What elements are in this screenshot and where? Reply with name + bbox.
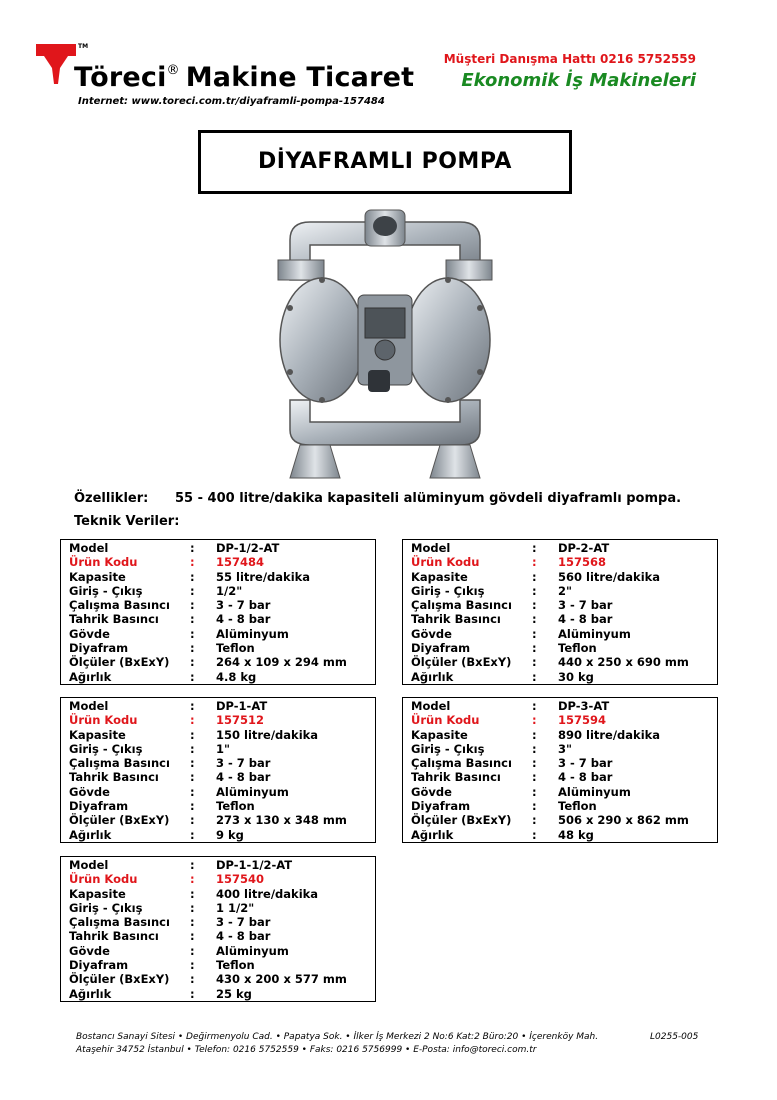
spec-table-dp-3-at <box>402 697 718 843</box>
spec-label: Gövde <box>69 784 110 799</box>
spec-separator: : <box>190 669 195 684</box>
spec-separator: : <box>532 827 537 842</box>
spec-value: Teflon <box>558 641 597 656</box>
spec-row <box>69 872 375 886</box>
spec-separator: : <box>190 986 195 1001</box>
spec-separator: : <box>532 583 537 598</box>
spec-separator: : <box>190 641 195 656</box>
spec-label: Ölçüler (BxExY) <box>69 972 170 987</box>
spec-separator: : <box>190 972 195 987</box>
spec-label: Gövde <box>411 784 452 799</box>
spec-table-dp-1-2-at <box>60 539 376 685</box>
spec-value: Teflon <box>558 799 597 814</box>
spec-value: Alüminyum <box>216 626 289 641</box>
spec-value: 157484 <box>216 555 265 570</box>
spec-row <box>69 972 375 986</box>
spec-label: Ölçüler (BxExY) <box>69 655 170 670</box>
spec-separator: : <box>190 799 195 814</box>
spec-value: 157568 <box>558 555 607 570</box>
document-code: L0255-005 <box>650 1032 699 1042</box>
spec-row <box>69 858 375 872</box>
spec-value: 4 - 8 bar <box>216 929 271 944</box>
spec-separator: : <box>532 541 537 555</box>
spec-row <box>411 555 717 569</box>
spec-separator: : <box>190 598 195 613</box>
spec-row <box>69 799 375 813</box>
spec-separator: : <box>532 655 537 670</box>
spec-separator: : <box>190 872 195 887</box>
spec-row <box>411 785 717 799</box>
spec-row <box>411 713 717 727</box>
spec-value: 1/2" <box>216 583 243 598</box>
spec-label: Gövde <box>411 626 452 641</box>
spec-value: DP-3-AT <box>558 699 610 713</box>
diaphragm-pump-image <box>270 200 500 485</box>
spec-row <box>411 655 717 669</box>
spec-separator: : <box>190 770 195 785</box>
spec-label: Giriş - Çıkış <box>69 900 143 915</box>
spec-value: 4.8 kg <box>216 669 257 684</box>
spec-label: Ağırlık <box>69 669 112 684</box>
spec-separator: : <box>532 727 537 742</box>
spec-value: 4 - 8 bar <box>558 770 613 785</box>
spec-value: 560 litre/dakika <box>558 569 661 584</box>
spec-label: Gövde <box>69 626 110 641</box>
spec-value: DP-1/2-AT <box>216 541 280 555</box>
spec-label: Çalışma Basıncı <box>69 915 170 930</box>
spec-label: Ürün Kodu <box>69 713 138 728</box>
spec-label: Ölçüler (BxExY) <box>411 813 512 828</box>
spec-label: Giriş - Çıkış <box>69 583 143 598</box>
spec-label: Ağırlık <box>411 669 454 684</box>
spec-value: 157540 <box>216 872 265 887</box>
spec-separator: : <box>532 555 537 570</box>
spec-row <box>411 670 717 684</box>
brand-name: Töreci® Makine Ticaret <box>74 62 415 93</box>
spec-separator: : <box>190 569 195 584</box>
spec-value: 1" <box>216 741 230 756</box>
spec-label: Diyafram <box>69 641 129 656</box>
spec-value: 55 litre/dakika <box>216 569 311 584</box>
spec-row <box>69 770 375 784</box>
spec-row <box>69 813 375 827</box>
spec-value: 48 kg <box>558 827 594 842</box>
spec-row <box>411 570 717 584</box>
spec-row <box>411 828 717 842</box>
spec-label: Tahrik Basıncı <box>69 770 159 785</box>
spec-row <box>411 541 717 555</box>
spec-separator: : <box>190 699 195 713</box>
spec-separator: : <box>532 641 537 656</box>
spec-value: 890 litre/dakika <box>558 727 661 742</box>
spec-separator: : <box>190 626 195 641</box>
spec-label: Tahrik Basıncı <box>69 929 159 944</box>
spec-value: 1 1/2" <box>216 900 255 915</box>
spec-label: Diyafram <box>69 958 129 973</box>
toreci-logo-icon <box>36 44 76 84</box>
spec-row <box>411 742 717 756</box>
features-label: Özellikler: <box>74 491 149 506</box>
spec-separator: : <box>190 741 195 756</box>
spec-label: Tahrik Basıncı <box>411 612 501 627</box>
spec-row <box>69 713 375 727</box>
spec-separator: : <box>190 655 195 670</box>
spec-label: Giriş - Çıkış <box>411 583 485 598</box>
spec-row <box>69 655 375 669</box>
spec-separator: : <box>190 713 195 728</box>
spec-separator: : <box>190 727 195 742</box>
spec-separator: : <box>532 598 537 613</box>
spec-row <box>411 699 717 713</box>
spec-row <box>69 699 375 713</box>
spec-label: Diyafram <box>411 641 471 656</box>
spec-separator: : <box>190 583 195 598</box>
spec-row <box>69 584 375 598</box>
spec-value: 3 - 7 bar <box>216 598 271 613</box>
registered-mark: ® <box>166 63 180 78</box>
spec-separator: : <box>532 756 537 771</box>
spec-row <box>69 641 375 655</box>
spec-value: 4 - 8 bar <box>558 612 613 627</box>
spec-label: Ürün Kodu <box>411 555 480 570</box>
spec-label: Diyafram <box>69 799 129 814</box>
spec-value: 264 x 109 x 294 mm <box>216 655 347 670</box>
spec-label: Çalışma Basıncı <box>69 598 170 613</box>
spec-label: Tahrik Basıncı <box>411 770 501 785</box>
spec-label: Ağırlık <box>411 827 454 842</box>
spec-value: Alüminyum <box>558 626 631 641</box>
spec-row <box>69 728 375 742</box>
spec-label: Kapasite <box>69 886 126 901</box>
spec-value: Teflon <box>216 799 255 814</box>
spec-separator: : <box>532 612 537 627</box>
spec-label: Kapasite <box>69 727 126 742</box>
spec-label: Kapasite <box>69 569 126 584</box>
spec-row <box>411 612 717 626</box>
spec-value: Alüminyum <box>558 784 631 799</box>
spec-row <box>411 584 717 598</box>
spec-row <box>69 670 375 684</box>
spec-label: Ürün Kodu <box>69 872 138 887</box>
customer-hotline: Müşteri Danışma Hattı 0216 5752559 <box>443 52 696 66</box>
spec-label: Model <box>69 699 109 713</box>
spec-row <box>69 915 375 929</box>
spec-row <box>69 570 375 584</box>
spec-row <box>411 728 717 742</box>
spec-value: 3" <box>558 741 572 756</box>
spec-row <box>69 887 375 901</box>
spec-label: Çalışma Basıncı <box>411 756 512 771</box>
spec-label: Giriş - Çıkış <box>69 741 143 756</box>
spec-separator: : <box>190 784 195 799</box>
spec-label: Model <box>69 858 109 872</box>
features-text: 55 - 400 litre/dakika kapasiteli alüminyum gövdeli diyaframlı pompa. <box>175 491 682 506</box>
title-box <box>198 130 572 194</box>
spec-row <box>69 612 375 626</box>
spec-row <box>411 756 717 770</box>
spec-separator: : <box>532 741 537 756</box>
website-url: Internet: www.toreci.com.tr/diyaframli-pompa-157484 <box>78 96 385 107</box>
footer-address: Bostancı Sanayi Sitesi • Değirmenyolu Cad. • Papatya Sok. • İlker İş Merkezi 2 No:6 Kat:2 Büro:20 • İçerenköy Mah. <box>76 1032 599 1042</box>
spec-row <box>69 756 375 770</box>
spec-label: Diyafram <box>411 799 471 814</box>
spec-row <box>411 598 717 612</box>
spec-row <box>411 627 717 641</box>
spec-value: DP-1-AT <box>216 699 268 713</box>
spec-row <box>69 785 375 799</box>
spec-value: 3 - 7 bar <box>558 756 613 771</box>
spec-value: 430 x 200 x 577 mm <box>216 972 347 987</box>
spec-separator: : <box>532 770 537 785</box>
spec-label: Gövde <box>69 943 110 958</box>
spec-separator: : <box>190 541 195 555</box>
spec-separator: : <box>190 886 195 901</box>
spec-value: 506 x 290 x 862 mm <box>558 813 689 828</box>
spec-row <box>69 901 375 915</box>
spec-label: Ölçüler (BxExY) <box>411 655 512 670</box>
spec-row <box>69 958 375 972</box>
spec-label: Model <box>411 541 451 555</box>
spec-value: 25 kg <box>216 986 252 1001</box>
slogan: Ekonomik İş Makineleri <box>461 70 696 91</box>
spec-separator: : <box>190 900 195 915</box>
spec-separator: : <box>532 669 537 684</box>
spec-separator: : <box>532 699 537 713</box>
spec-value: 273 x 130 x 348 mm <box>216 813 347 828</box>
spec-separator: : <box>532 799 537 814</box>
spec-separator: : <box>190 929 195 944</box>
spec-table-dp-1-at <box>60 697 376 843</box>
spec-value: 4 - 8 bar <box>216 612 271 627</box>
spec-separator: : <box>190 943 195 958</box>
footer-contact: Ataşehir 34752 İstanbul • Telefon: 0216 5752559 • Faks: 0216 5756999 • E-Posta: info@toreci.com.tr <box>76 1045 537 1055</box>
trademark-mark: TM <box>78 43 89 50</box>
spec-separator: : <box>532 626 537 641</box>
spec-separator: : <box>190 958 195 973</box>
spec-value: DP-2-AT <box>558 541 610 555</box>
spec-label: Ölçüler (BxExY) <box>69 813 170 828</box>
spec-row <box>69 555 375 569</box>
spec-row <box>411 799 717 813</box>
spec-separator: : <box>532 813 537 828</box>
spec-value: Teflon <box>216 641 255 656</box>
spec-separator: : <box>532 713 537 728</box>
spec-label: Ağırlık <box>69 986 112 1001</box>
spec-row <box>69 828 375 842</box>
spec-value: 157512 <box>216 713 265 728</box>
spec-value: Teflon <box>216 958 255 973</box>
spec-value: 9 kg <box>216 827 244 842</box>
spec-label: Ağırlık <box>69 827 112 842</box>
spec-value: 440 x 250 x 690 mm <box>558 655 689 670</box>
spec-separator: : <box>190 827 195 842</box>
spec-row <box>411 641 717 655</box>
spec-row <box>69 929 375 943</box>
spec-separator: : <box>532 784 537 799</box>
spec-value: 157594 <box>558 713 607 728</box>
spec-label: Model <box>411 699 451 713</box>
spec-separator: : <box>190 858 195 872</box>
technical-data-label: Teknik Veriler: <box>74 514 180 529</box>
spec-value: Alüminyum <box>216 784 289 799</box>
spec-row <box>69 541 375 555</box>
spec-value: 3 - 7 bar <box>216 756 271 771</box>
spec-separator: : <box>190 555 195 570</box>
spec-label: Çalışma Basıncı <box>69 756 170 771</box>
spec-row <box>69 944 375 958</box>
spec-label: Kapasite <box>411 569 468 584</box>
spec-label: Tahrik Basıncı <box>69 612 159 627</box>
spec-label: Ürün Kodu <box>411 713 480 728</box>
spec-separator: : <box>190 612 195 627</box>
spec-value: DP-1-1/2-AT <box>216 858 293 872</box>
spec-separator: : <box>532 569 537 584</box>
spec-label: Giriş - Çıkış <box>411 741 485 756</box>
spec-label: Kapasite <box>411 727 468 742</box>
spec-table-dp-1-1-2-at <box>60 856 376 1002</box>
spec-value: 30 kg <box>558 669 594 684</box>
spec-separator: : <box>190 915 195 930</box>
spec-row <box>69 627 375 641</box>
spec-label: Çalışma Basıncı <box>411 598 512 613</box>
spec-separator: : <box>190 813 195 828</box>
spec-label: Ürün Kodu <box>69 555 138 570</box>
spec-row <box>69 742 375 756</box>
spec-row <box>411 813 717 827</box>
spec-row <box>69 598 375 612</box>
spec-value: 2" <box>558 583 572 598</box>
spec-value: 4 - 8 bar <box>216 770 271 785</box>
spec-value: 400 litre/dakika <box>216 886 319 901</box>
spec-table-dp-2-at <box>402 539 718 685</box>
spec-row <box>69 987 375 1001</box>
spec-value: 3 - 7 bar <box>558 598 613 613</box>
page-title: DİYAFRAMLI POMPA <box>258 149 512 174</box>
spec-label: Model <box>69 541 109 555</box>
spec-value: 150 litre/dakika <box>216 727 319 742</box>
spec-value: 3 - 7 bar <box>216 915 271 930</box>
spec-separator: : <box>190 756 195 771</box>
spec-row <box>411 770 717 784</box>
spec-value: Alüminyum <box>216 943 289 958</box>
